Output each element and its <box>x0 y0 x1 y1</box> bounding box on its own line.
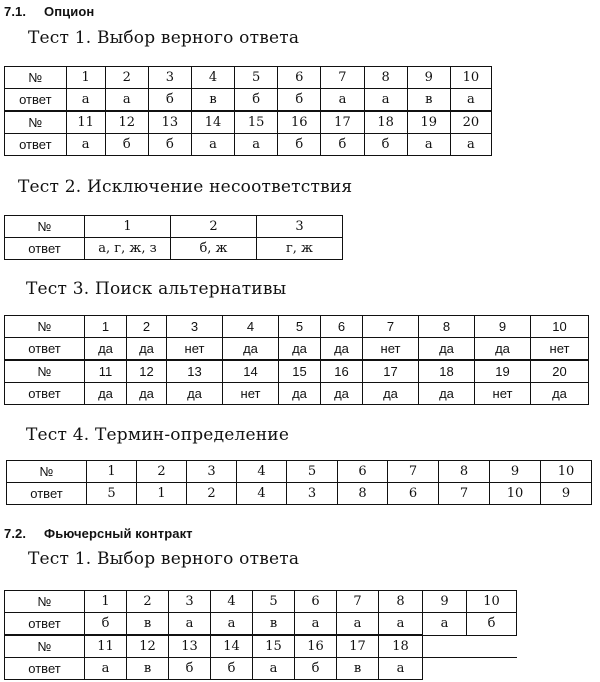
answer-cell: в <box>407 89 450 112</box>
test-3-title: Тест 3. Поиск альтернативы <box>26 279 287 299</box>
answer-cell: б <box>278 89 321 112</box>
question-number-cell: 3 <box>187 461 237 483</box>
table-row <box>5 134 492 156</box>
row-header-cell: ответ <box>5 89 67 112</box>
question-number-cell: 12 <box>127 360 167 383</box>
question-number-cell: 7 <box>363 316 419 338</box>
question-number-cell: 15 <box>279 360 321 383</box>
test-2-answer-table <box>4 215 343 260</box>
table-row <box>5 338 589 361</box>
row-header-cell: ответ <box>5 658 85 680</box>
table-row <box>7 483 592 505</box>
question-number-cell: 10 <box>531 316 589 338</box>
answer-cell: да <box>127 338 167 361</box>
question-number-cell: 13 <box>148 111 191 134</box>
answer-cell: б <box>321 134 364 156</box>
question-number-cell: 7 <box>388 461 439 483</box>
answer-cell: б, ж <box>171 238 257 260</box>
test-1-answer-table <box>4 66 492 156</box>
answer-cell: б <box>211 658 253 680</box>
answer-cell: а <box>321 89 364 112</box>
question-number-cell: 4 <box>237 461 287 483</box>
answer-cell: а <box>450 89 491 112</box>
answer-cell: а <box>337 613 379 636</box>
answer-cell: 4 <box>237 483 287 505</box>
question-number-cell: 18 <box>419 360 475 383</box>
futures-test-1-answer-table <box>4 590 517 680</box>
answer-cell: б <box>85 613 127 636</box>
answer-cell: а <box>66 89 105 112</box>
question-number-cell: 8 <box>364 67 407 89</box>
row-header-cell: ответ <box>7 483 87 505</box>
answer-cell: а <box>105 89 148 112</box>
question-number-cell: 9 <box>423 591 467 613</box>
question-number-cell: 10 <box>450 67 491 89</box>
answer-cell: г, ж <box>257 238 343 260</box>
answer-cell: нет <box>167 338 223 361</box>
question-number-cell: 15 <box>253 635 295 658</box>
answer-cell: а <box>407 134 450 156</box>
row-header-cell: № <box>7 461 87 483</box>
question-number-cell: 16 <box>321 360 363 383</box>
answer-cell: в <box>127 658 169 680</box>
question-number-cell: 17 <box>337 635 379 658</box>
section-title: Опцион <box>44 4 95 19</box>
answer-cell: 2 <box>187 483 237 505</box>
answer-cell: б <box>364 134 407 156</box>
section-heading-7-1 <box>4 4 94 19</box>
question-number-cell: 5 <box>287 461 338 483</box>
question-number-cell: 19 <box>407 111 450 134</box>
table-row <box>7 461 592 483</box>
question-number-cell: 9 <box>490 461 541 483</box>
question-number-cell: 14 <box>211 635 253 658</box>
empty-cell <box>423 635 467 658</box>
answer-cell: 1 <box>137 483 187 505</box>
answer-cell: б <box>148 89 191 112</box>
row-header-cell: ответ <box>5 613 85 636</box>
answer-cell: нет <box>223 383 279 405</box>
section-title: Фьючерсный контракт <box>44 526 193 541</box>
empty-cell <box>467 658 517 680</box>
answer-cell: да <box>279 383 321 405</box>
question-number-cell: 7 <box>337 591 379 613</box>
question-number-cell: 12 <box>105 111 148 134</box>
row-header-cell: ответ <box>5 134 67 156</box>
answer-cell: а <box>85 658 127 680</box>
question-number-cell: 14 <box>223 360 279 383</box>
table-row <box>5 591 517 613</box>
question-number-cell: 6 <box>278 67 321 89</box>
question-number-cell: 5 <box>279 316 321 338</box>
answer-cell: а <box>364 89 407 112</box>
question-number-cell: 16 <box>278 111 321 134</box>
answer-cell: да <box>85 338 127 361</box>
question-number-cell: 8 <box>419 316 475 338</box>
row-header-cell: № <box>5 591 85 613</box>
answer-cell: а <box>379 658 423 680</box>
answer-cell: да <box>419 338 475 361</box>
test-3-answer-table <box>4 315 589 405</box>
table-row <box>5 89 492 112</box>
section-number: 7.1. <box>4 4 27 19</box>
question-number-cell: 11 <box>66 111 105 134</box>
answer-cell: в <box>337 658 379 680</box>
answer-cell: нет <box>475 383 531 405</box>
answer-cell: а <box>253 658 295 680</box>
row-header-cell: ответ <box>5 238 85 260</box>
question-number-cell: 11 <box>85 360 127 383</box>
question-number-cell: 20 <box>531 360 589 383</box>
question-number-cell: 1 <box>85 591 127 613</box>
row-header-cell: № <box>5 67 67 89</box>
question-number-cell: 18 <box>379 635 423 658</box>
question-number-cell: 17 <box>321 111 364 134</box>
row-header-cell: № <box>5 216 85 238</box>
question-number-cell: 4 <box>211 591 253 613</box>
answer-cell: а <box>379 613 423 636</box>
row-header-cell: ответ <box>5 383 85 405</box>
answer-cell: 7 <box>439 483 490 505</box>
table-row <box>5 635 517 658</box>
answer-cell: да <box>531 383 589 405</box>
question-number-cell: 9 <box>407 67 450 89</box>
question-number-cell: 1 <box>66 67 105 89</box>
question-number-cell: 10 <box>467 591 517 613</box>
answer-cell: 6 <box>388 483 439 505</box>
question-number-cell: 2 <box>137 461 187 483</box>
empty-cell <box>423 658 467 680</box>
table-row <box>5 238 343 260</box>
question-number-cell: 3 <box>169 591 211 613</box>
answer-cell: а <box>169 613 211 636</box>
answer-cell: в <box>253 613 295 636</box>
table-row <box>5 111 492 134</box>
row-header-cell: № <box>5 111 67 134</box>
answer-cell: да <box>127 383 167 405</box>
answer-cell: 9 <box>541 483 592 505</box>
empty-cell <box>467 635 517 658</box>
table-row <box>5 360 589 383</box>
question-number-cell: 6 <box>321 316 363 338</box>
test-4-answer-table <box>6 460 592 505</box>
question-number-cell: 12 <box>127 635 169 658</box>
answer-cell: б <box>295 658 337 680</box>
row-header-cell: ответ <box>5 338 85 361</box>
question-number-cell: 14 <box>191 111 234 134</box>
answer-cell: б <box>467 613 517 636</box>
test-2-title: Тест 2. Исключение несоответствия <box>18 177 353 197</box>
answer-cell: 3 <box>287 483 338 505</box>
answer-cell: а <box>450 134 491 156</box>
answer-cell: а <box>66 134 105 156</box>
table-row <box>5 216 343 238</box>
question-number-cell: 6 <box>295 591 337 613</box>
question-number-cell: 5 <box>253 591 295 613</box>
question-number-cell: 3 <box>257 216 343 238</box>
answer-cell: да <box>321 338 363 361</box>
question-number-cell: 9 <box>475 316 531 338</box>
answer-cell: б <box>235 89 278 112</box>
question-number-cell: 15 <box>235 111 278 134</box>
answer-cell: да <box>167 383 223 405</box>
answer-cell: да <box>223 338 279 361</box>
question-number-cell: 16 <box>295 635 337 658</box>
answer-cell: а <box>423 613 467 636</box>
test-1-title: Тест 1. Выбор верного ответа <box>28 549 300 569</box>
question-number-cell: 4 <box>223 316 279 338</box>
question-number-cell: 17 <box>363 360 419 383</box>
answer-cell: а <box>191 134 234 156</box>
section-number: 7.2. <box>4 526 27 541</box>
answer-cell: 5 <box>87 483 137 505</box>
row-header-cell: № <box>5 635 85 658</box>
question-number-cell: 4 <box>191 67 234 89</box>
question-number-cell: 2 <box>127 316 167 338</box>
test-4-title: Тест 4. Термин-определение <box>26 425 290 445</box>
section-heading-7-2 <box>4 526 193 541</box>
table-row <box>5 383 589 405</box>
question-number-cell: 8 <box>439 461 490 483</box>
question-number-cell: 2 <box>127 591 169 613</box>
answer-cell: да <box>85 383 127 405</box>
answer-cell: 8 <box>338 483 388 505</box>
row-header-cell: № <box>5 360 85 383</box>
question-number-cell: 1 <box>85 316 127 338</box>
table-row <box>5 67 492 89</box>
table-row <box>5 316 589 338</box>
answer-cell: а <box>211 613 253 636</box>
question-number-cell: 1 <box>87 461 137 483</box>
table-row <box>5 613 517 636</box>
row-header-cell: № <box>5 316 85 338</box>
question-number-cell: 3 <box>167 316 223 338</box>
test-1-title: Тест 1. Выбор верного ответа <box>28 28 300 48</box>
answer-cell: да <box>419 383 475 405</box>
answer-cell: 10 <box>490 483 541 505</box>
answer-cell: нет <box>531 338 589 361</box>
question-number-cell: 3 <box>148 67 191 89</box>
question-number-cell: 20 <box>450 111 491 134</box>
answer-cell: в <box>191 89 234 112</box>
question-number-cell: 1 <box>85 216 171 238</box>
answer-cell: б <box>148 134 191 156</box>
answer-cell: а, г, ж, з <box>85 238 171 260</box>
answer-cell: б <box>105 134 148 156</box>
answer-cell: б <box>169 658 211 680</box>
answer-cell: б <box>278 134 321 156</box>
question-number-cell: 2 <box>105 67 148 89</box>
answer-cell: а <box>235 134 278 156</box>
question-number-cell: 13 <box>169 635 211 658</box>
answer-cell: да <box>363 383 419 405</box>
question-number-cell: 10 <box>541 461 592 483</box>
answer-cell: да <box>475 338 531 361</box>
question-number-cell: 8 <box>379 591 423 613</box>
question-number-cell: 19 <box>475 360 531 383</box>
table-row <box>5 658 517 680</box>
answer-cell: нет <box>363 338 419 361</box>
question-number-cell: 7 <box>321 67 364 89</box>
question-number-cell: 2 <box>171 216 257 238</box>
answer-cell: в <box>127 613 169 636</box>
answer-cell: да <box>279 338 321 361</box>
question-number-cell: 11 <box>85 635 127 658</box>
question-number-cell: 18 <box>364 111 407 134</box>
question-number-cell: 5 <box>235 67 278 89</box>
answer-cell: да <box>321 383 363 405</box>
question-number-cell: 13 <box>167 360 223 383</box>
answer-cell: а <box>295 613 337 636</box>
question-number-cell: 6 <box>338 461 388 483</box>
